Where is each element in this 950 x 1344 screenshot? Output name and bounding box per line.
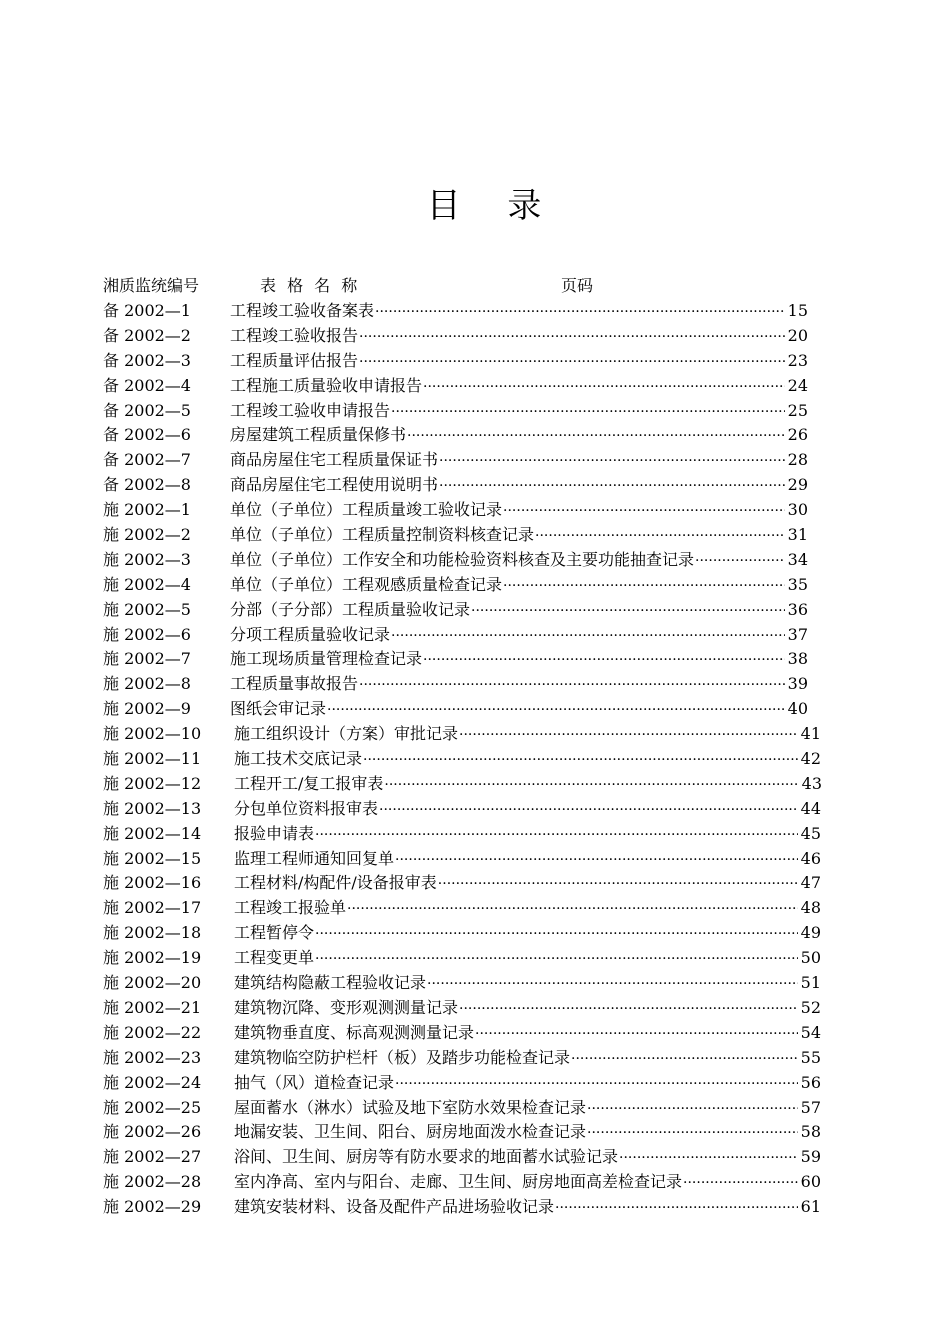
toc-leader-dots — [394, 1072, 798, 1097]
toc-leader-dots — [474, 1022, 798, 1047]
toc-leader-dots — [374, 300, 785, 325]
toc-entry — [103, 1120, 833, 1145]
toc-entry — [103, 1071, 833, 1096]
toc-entry-page: 61 — [800, 1197, 821, 1217]
toc-entry-page: 45 — [800, 823, 821, 843]
toc-leader-dots — [358, 673, 785, 698]
toc-entry-body — [234, 896, 821, 922]
toc-entry-page: 44 — [800, 798, 821, 818]
toc-entry-body — [230, 324, 808, 350]
toc-entry-code: 施 2002—20 — [103, 973, 202, 993]
header-code-label: 湘质监统编号 — [103, 276, 200, 295]
toc-entry-title: 工程暂停令 — [234, 923, 315, 943]
toc-entry-body — [230, 697, 808, 723]
toc-entry-body — [234, 1046, 821, 1072]
toc-entry-code: 施 2002—19 — [103, 948, 202, 968]
toc-list — [103, 299, 833, 1220]
toc-entry-title: 工程变更单 — [234, 948, 315, 968]
toc-leader-dots — [394, 848, 798, 873]
toc-entry-code: 备 2002—6 — [103, 425, 191, 445]
toc-entry-title: 工程竣工验收报告 — [230, 325, 359, 345]
toc-entry-page: 26 — [787, 425, 808, 445]
toc-entry-page: 49 — [800, 923, 821, 943]
toc-entry-body — [230, 448, 808, 474]
toc-leader-dots — [314, 922, 798, 947]
toc-entry-page: 42 — [800, 749, 821, 769]
toc-leader-dots — [362, 748, 798, 773]
toc-entry — [103, 349, 833, 374]
toc-entry-code: 施 2002—14 — [103, 823, 202, 843]
toc-entry-title: 报验申请表 — [234, 823, 315, 843]
toc-entry-title: 屋面蓄水（淋水）试验及地下室防水效果检查记录 — [234, 1097, 587, 1117]
toc-leader-dots — [390, 400, 785, 425]
toc-entry — [103, 623, 833, 648]
toc-entry-page: 30 — [787, 500, 808, 520]
toc-entry-page: 46 — [800, 848, 821, 868]
toc-leader-dots — [586, 1121, 798, 1146]
toc-entry-code: 施 2002—29 — [103, 1197, 202, 1217]
toc-entry-title: 建筑安装材料、设备及配件产品进场验收记录 — [234, 1197, 555, 1217]
toc-entry-code: 施 2002—28 — [103, 1172, 202, 1192]
toc-entry — [103, 946, 833, 971]
toc-entry-title: 建筑物临空防护栏杆（板）及踏步功能检查记录 — [234, 1047, 571, 1067]
toc-entry-code: 施 2002—13 — [103, 798, 202, 818]
toc-entry — [103, 573, 833, 598]
toc-entry-title: 单位（子单位）工程质量竣工验收记录 — [230, 500, 503, 520]
toc-entry — [103, 871, 833, 896]
toc-entry-page: 29 — [787, 475, 808, 495]
toc-leader-dots — [586, 1097, 798, 1122]
toc-leader-dots — [358, 350, 785, 375]
toc-entry-code: 施 2002—15 — [103, 848, 202, 868]
toc-entry-code: 施 2002—11 — [103, 749, 202, 769]
toc-entry-title: 商品房屋住宅工程质量保证书 — [230, 450, 439, 470]
toc-entry — [103, 523, 833, 548]
toc-entry-body — [230, 598, 808, 624]
toc-entry-page: 47 — [800, 873, 821, 893]
toc-entry-title: 建筑物垂直度、标高观测测量记录 — [234, 1022, 475, 1042]
toc-entry-title: 商品房屋住宅工程使用说明书 — [230, 475, 439, 495]
toc-entry-page: 59 — [800, 1147, 821, 1167]
toc-entry-title: 浴间、卫生间、厨房等有防水要求的地面蓄水试验记录 — [234, 1147, 619, 1167]
toc-entry-code: 施 2002—1 — [103, 500, 191, 520]
toc-entry-body — [230, 647, 808, 673]
toc-entry — [103, 374, 833, 399]
toc-entry-code: 施 2002—16 — [103, 873, 202, 893]
toc-entry-page: 25 — [787, 400, 808, 420]
toc-entry-code: 施 2002—5 — [103, 599, 191, 619]
toc-entry — [103, 498, 833, 523]
toc-entry-body — [234, 1170, 821, 1196]
toc-entry-page: 40 — [787, 699, 808, 719]
toc-entry-title: 工程竣工验收申请报告 — [230, 400, 391, 420]
toc-entry-body — [230, 523, 808, 549]
toc-entry-page: 31 — [787, 525, 808, 545]
toc-entry — [103, 1195, 833, 1220]
toc-entry-page: 37 — [787, 624, 808, 644]
toc-entry-code: 施 2002—8 — [103, 674, 191, 694]
toc-leader-dots — [458, 997, 798, 1022]
toc-header — [103, 274, 823, 298]
toc-entry-body — [230, 374, 808, 400]
toc-entry — [103, 1170, 833, 1195]
toc-entry-page: 41 — [800, 724, 821, 744]
toc-entry-page: 34 — [787, 549, 808, 569]
toc-entry — [103, 299, 833, 324]
toc-entry-code: 施 2002—17 — [103, 898, 202, 918]
toc-entry-body — [234, 1120, 821, 1146]
toc-entry-body — [234, 847, 821, 873]
toc-entry-code: 施 2002—25 — [103, 1097, 202, 1117]
toc-entry-body — [230, 672, 808, 698]
toc-entry — [103, 423, 833, 448]
toc-leader-dots — [437, 872, 798, 897]
toc-leader-dots — [534, 524, 785, 549]
toc-leader-dots — [470, 599, 785, 624]
toc-entry — [103, 896, 833, 921]
toc-entry-page: 55 — [800, 1047, 821, 1067]
toc-entry — [103, 996, 833, 1021]
toc-entry-code: 备 2002—2 — [103, 325, 191, 345]
toc-entry-page: 36 — [787, 599, 808, 619]
toc-entry-code: 施 2002—9 — [103, 699, 191, 719]
toc-entry-body — [234, 1021, 821, 1047]
toc-entry-code: 备 2002—7 — [103, 450, 191, 470]
toc-entry-page: 56 — [800, 1072, 821, 1092]
toc-entry-body — [234, 871, 821, 897]
toc-entry-title: 工程质量评估报告 — [230, 350, 359, 370]
toc-entry-code: 施 2002—12 — [103, 773, 202, 793]
toc-leader-dots — [458, 723, 798, 748]
toc-entry-title: 监理工程师通知回复单 — [234, 848, 395, 868]
toc-entry — [103, 1021, 833, 1046]
toc-entry-title: 房屋建筑工程质量保修书 — [230, 425, 407, 445]
toc-entry-body — [234, 797, 821, 823]
toc-entry-body — [230, 473, 808, 499]
toc-leader-dots — [406, 424, 785, 449]
toc-entry-page: 28 — [787, 450, 808, 470]
toc-entry-page: 48 — [800, 898, 821, 918]
toc-entry-body — [230, 548, 808, 574]
toc-entry-title: 工程开工/复工报审表 — [234, 773, 384, 793]
header-page-label: 页码 — [561, 276, 594, 295]
toc-entry-code: 施 2002—3 — [103, 549, 191, 569]
toc-leader-dots — [314, 947, 798, 972]
toc-entry-title: 单位（子单位）工程观感质量检查记录 — [230, 574, 503, 594]
toc-entry-body — [234, 1096, 821, 1122]
toc-entry-page: 51 — [800, 973, 821, 993]
toc-entry-title: 分部（子分部）工程质量验收记录 — [230, 599, 471, 619]
toc-entry — [103, 971, 833, 996]
toc-entry — [103, 473, 833, 498]
toc-entry — [103, 772, 833, 797]
toc-entry-page: 39 — [787, 674, 808, 694]
toc-leader-dots — [358, 325, 785, 350]
toc-entry-code: 施 2002—22 — [103, 1022, 202, 1042]
toc-entry-body — [234, 747, 821, 773]
toc-entry — [103, 548, 833, 573]
toc-leader-dots — [383, 773, 798, 798]
toc-entry — [103, 448, 833, 473]
toc-leader-dots — [426, 972, 798, 997]
toc-leader-dots — [438, 474, 785, 499]
toc-entry-page: 57 — [800, 1097, 821, 1117]
toc-entry — [103, 697, 833, 722]
toc-entry — [103, 797, 833, 822]
toc-entry-code: 施 2002—7 — [103, 649, 191, 669]
toc-entry — [103, 598, 833, 623]
toc-entry-title: 施工组织设计（方案）审批记录 — [234, 724, 459, 744]
toc-entry-body — [234, 1145, 821, 1171]
toc-entry — [103, 921, 833, 946]
toc-leader-dots — [682, 1171, 798, 1196]
toc-leader-dots — [502, 499, 785, 524]
toc-entry — [103, 847, 833, 872]
toc-entry-body — [230, 623, 808, 649]
toc-entry-page: 24 — [787, 375, 808, 395]
toc-entry-title: 室内净高、室内与阳台、走廊、卫生间、厨房地面高差检查记录 — [234, 1172, 683, 1192]
toc-leader-dots — [554, 1196, 798, 1221]
toc-entry-title: 工程施工质量验收申请报告 — [230, 375, 423, 395]
toc-entry — [103, 1145, 833, 1170]
toc-entry-body — [230, 573, 808, 599]
toc-entry-body — [234, 822, 821, 848]
toc-entry-title: 图纸会审记录 — [230, 699, 327, 719]
toc-leader-dots — [378, 798, 798, 823]
toc-entry-title: 工程材料/构配件/设备报审表 — [234, 873, 437, 893]
toc-entry-title: 工程质量事故报告 — [230, 674, 359, 694]
toc-entry-title: 建筑物沉降、变形观测测量记录 — [234, 997, 459, 1017]
toc-entry-page: 35 — [787, 574, 808, 594]
toc-entry-page: 20 — [787, 325, 808, 345]
toc-entry-code: 备 2002—3 — [103, 350, 191, 370]
toc-entry — [103, 399, 833, 424]
toc-entry-code: 备 2002—8 — [103, 475, 191, 495]
toc-entry-code: 施 2002—21 — [103, 997, 202, 1017]
toc-entry-body — [234, 996, 821, 1022]
toc-entry-title: 地漏安装、卫生间、阳台、厨房地面泼水检查记录 — [234, 1122, 587, 1142]
toc-entry-code: 施 2002—4 — [103, 574, 191, 594]
toc-entry — [103, 647, 833, 672]
toc-entry-body — [230, 498, 808, 524]
toc-entry — [103, 1046, 833, 1071]
toc-leader-dots — [326, 698, 785, 723]
toc-entry-page: 52 — [800, 997, 821, 1017]
toc-entry-page: 15 — [787, 301, 808, 320]
toc-entry-title: 分包单位资料报审表 — [234, 798, 379, 818]
toc-leader-dots — [438, 449, 785, 474]
toc-entry — [103, 722, 833, 747]
toc-leader-dots — [422, 648, 785, 673]
toc-entry — [103, 324, 833, 349]
toc-leader-dots — [694, 549, 785, 574]
toc-entry-code: 施 2002—26 — [103, 1122, 202, 1142]
toc-entry-code: 施 2002—2 — [103, 525, 191, 545]
toc-entry-code: 备 2002—4 — [103, 375, 191, 395]
toc-entry-body — [234, 772, 822, 798]
toc-entry-code: 施 2002—18 — [103, 923, 202, 943]
toc-entry-title: 分项工程质量验收记录 — [230, 624, 391, 644]
toc-leader-dots — [314, 823, 798, 848]
toc-entry-body — [234, 971, 821, 997]
toc-entry — [103, 747, 833, 772]
toc-entry-title: 单位（子单位）工程质量控制资料核查记录 — [230, 525, 535, 545]
toc-entry-page: 50 — [800, 948, 821, 968]
toc-entry-body — [234, 722, 821, 748]
toc-entry-code: 施 2002—10 — [103, 724, 202, 744]
toc-entry-code: 施 2002—6 — [103, 624, 191, 644]
toc-entry-body — [234, 946, 821, 972]
toc-entry-title: 施工现场质量管理检查记录 — [230, 649, 423, 669]
toc-entry-body — [230, 399, 808, 425]
toc-entry-title: 抽气（风）道检查记录 — [234, 1072, 395, 1092]
toc-leader-dots — [346, 897, 798, 922]
toc-entry-body — [230, 299, 808, 325]
toc-entry-body — [230, 423, 808, 449]
toc-entry-title: 工程竣工验收备案表 — [230, 301, 375, 320]
toc-entry-code: 施 2002—24 — [103, 1072, 202, 1092]
toc-entry-page: 43 — [801, 773, 822, 793]
page-title: 目 录 — [426, 186, 560, 226]
toc-entry-body — [234, 921, 821, 947]
toc-leader-dots — [570, 1047, 798, 1072]
toc-leader-dots — [422, 375, 785, 400]
toc-entry-title: 建筑结构隐蔽工程验收记录 — [234, 973, 427, 993]
toc-entry — [103, 822, 833, 847]
toc-entry-body — [234, 1195, 821, 1221]
toc-entry-body — [230, 349, 808, 375]
toc-entry-title: 工程竣工报验单 — [234, 898, 347, 918]
toc-entry-code: 备 2002—5 — [103, 400, 191, 420]
toc-entry-body — [234, 1071, 821, 1097]
header-name-label: 表 格 名 称 — [260, 276, 361, 295]
toc-leader-dots — [618, 1146, 798, 1171]
toc-entry-code: 备 2002—1 — [103, 301, 191, 320]
toc-leader-dots — [502, 574, 785, 599]
toc-entry-code: 施 2002—23 — [103, 1047, 202, 1067]
toc-leader-dots — [390, 624, 785, 649]
toc-entry — [103, 1096, 833, 1121]
toc-entry — [103, 672, 833, 697]
toc-entry-page: 38 — [787, 649, 808, 669]
toc-entry-page: 23 — [787, 350, 808, 370]
toc-entry-page: 54 — [800, 1022, 821, 1042]
toc-entry-title: 施工技术交底记录 — [234, 749, 363, 769]
toc-entry-title: 单位（子单位）工作安全和功能检验资料核查及主要功能抽查记录 — [230, 549, 695, 569]
toc-entry-code: 施 2002—27 — [103, 1147, 202, 1167]
toc-entry-page: 58 — [800, 1122, 821, 1142]
toc-entry-page: 60 — [800, 1172, 821, 1192]
